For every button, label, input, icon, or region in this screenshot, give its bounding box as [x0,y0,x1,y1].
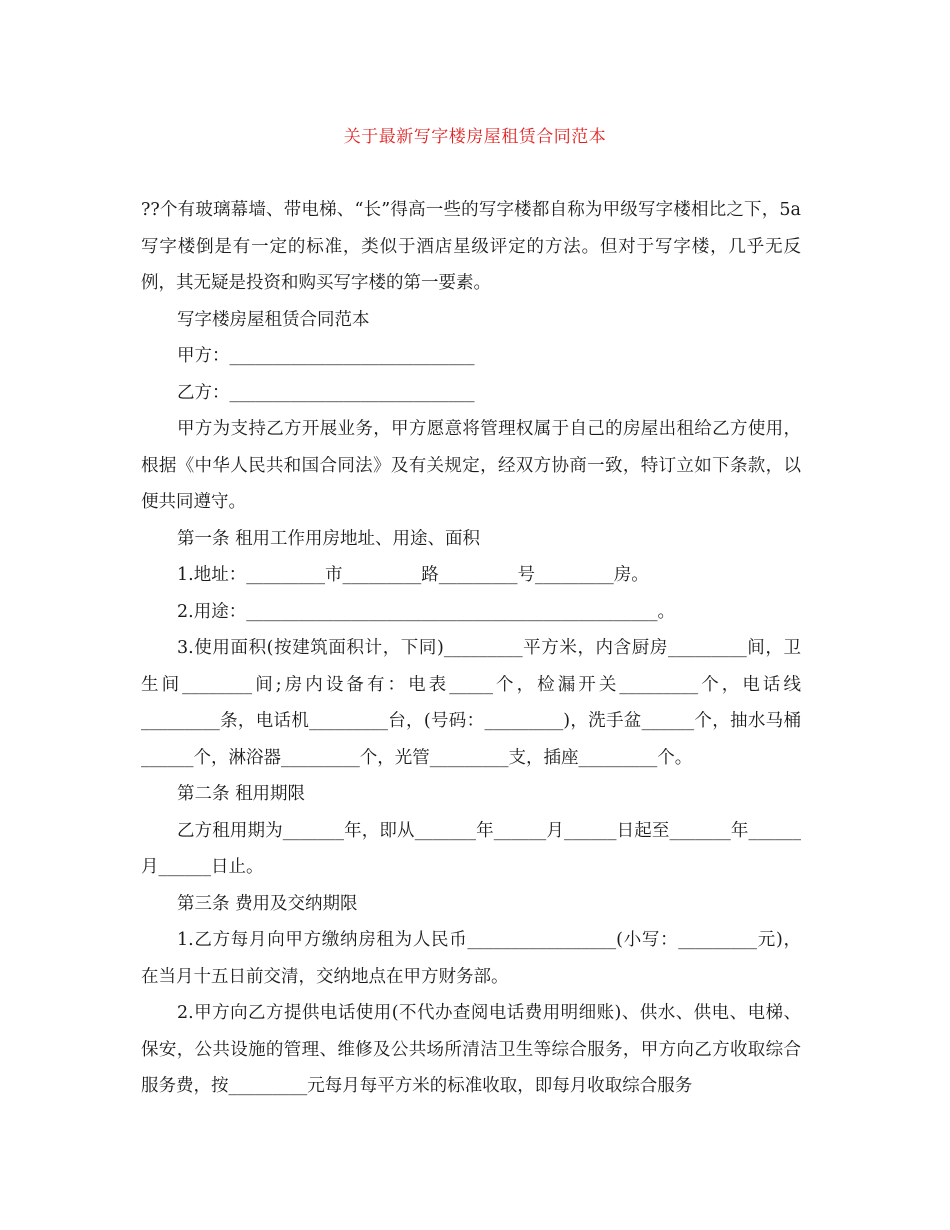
article-1-area: 3.使用面积(按建筑面积计，下同)_________平方米，内含厨房_________间，卫生间________间;房内设备有：电表_____个，检漏开关_________个，电话线_________条，电话机_________台，(号码：_________)，洗手盆______个，抽水马桶______个，淋浴器_________个，光管_________支，插座_________个。 [141,638,801,768]
document-title: 关于最新写字楼房屋租赁合同范本 [343,127,607,147]
party-b-line: 乙方：____________________________ [177,382,475,403]
article-1-purpose: 2.用途：_______________________________________________。 [177,601,675,622]
document-body [141,192,801,1105]
article-1-address: 1.地址：_________市_________路_________号_________房。 [177,565,649,585]
preamble-paragraph: 甲方为支持乙方开展业务，甲方愿意将管理权属于自己的房屋出租给乙方使用，根据《中华人民共和国合同法》及有关规定，经双方协商一致，特订立如下条款，以便共同遵守。 [141,419,801,512]
article-3-heading: 第三条 费用及交纳期限 [177,893,358,914]
article-2-heading: 第二条 租用期限 [177,784,306,804]
article-1-heading: 第一条 租用工作用房地址、用途、面积 [177,528,481,549]
party-a-line: 甲方：____________________________ [177,346,475,366]
article-2-term: 乙方租用期为_______年，即从_______年______月______日起至_______年______月______日止。 [141,820,801,877]
intro-paragraph: ??个有玻璃幕墙、带电梯、“长”得高一些的写字楼都自称为甲级写字楼相比之下，5a写字楼倒是有一定的标准，类似于酒店星级评定的方法。但对于写字楼，几乎无反例，其无疑是投资和购买写字楼的第一要素。 [141,200,801,293]
article-3-rent: 1.乙方每月向甲方缴纳房租为人民币_________________(小写：_________元)，在当月十五日前交清，交纳地点在甲方财务部。 [141,930,801,987]
contract-heading: 写字楼房屋租赁合同范本 [177,309,370,330]
article-3-services: 2.甲方向乙方提供电话使用(不代办查阅电话费用明细账)、供水、供电、电梯、保安，公共设施的管理、维修及公共场所清洁卫生等综合服务，甲方向乙方收取综合服务费，按_________元每月每平方米的标准收取，即每月收取综合服务 [141,1003,801,1096]
